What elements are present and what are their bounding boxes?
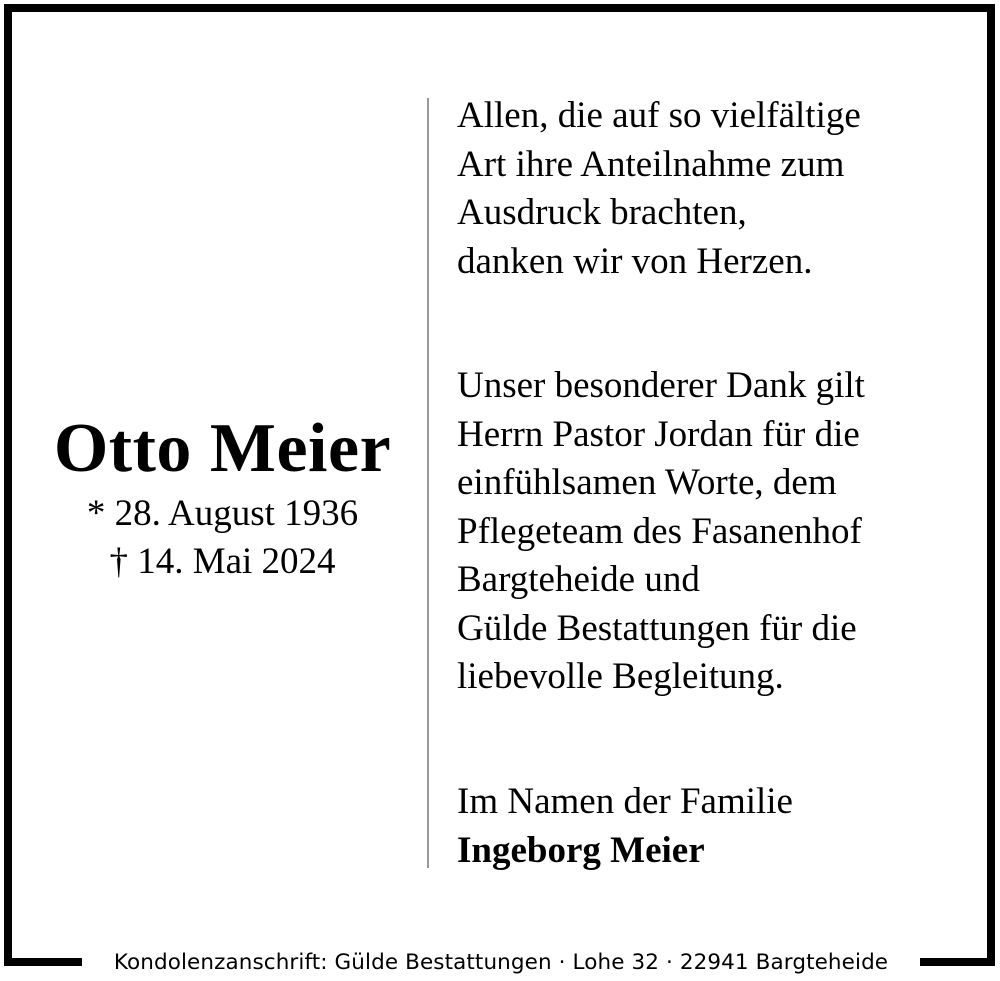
- thanks-paragraph-1: [457, 92, 977, 286]
- text-line: Pflegeteam des Fasanenhof: [457, 510, 862, 552]
- birth-date: * 28. August 1936: [86, 493, 359, 534]
- text-line: Bargteheide und: [457, 559, 700, 600]
- text-line: liebevolle Begleitung.: [457, 656, 784, 697]
- text-line: Ausdruck brachten,: [457, 192, 747, 233]
- death-date: † 14. Mai 2024: [109, 541, 336, 582]
- text-line: Unser besonderer Dank gilt: [457, 365, 865, 406]
- text-line: danken wir von Herzen.: [457, 240, 813, 282]
- signature-block: [457, 778, 977, 875]
- text-line: Herrn Pastor Jordan für die: [457, 413, 860, 455]
- signer-name: Ingeborg Meier: [457, 829, 705, 871]
- footer-rule-left: [4, 958, 82, 966]
- footer-rule-right: [920, 958, 995, 966]
- text-line: Gülde Bestattungen für die: [457, 607, 857, 649]
- text-line: Allen, die auf so vielfältige: [457, 95, 861, 136]
- thanks-paragraph-2: [457, 362, 977, 702]
- deceased-name: Otto Meier: [53, 410, 392, 487]
- signoff-text: Im Namen der Familie: [457, 781, 793, 822]
- deceased-block: [20, 408, 425, 586]
- text-line: Art ihre Anteilnahme zum: [457, 143, 845, 185]
- column-divider: [427, 98, 429, 868]
- condolence-address: Kondolenzanschrift: Gülde Bestattungen · Lohe 32 · 22941 Bargteheide: [82, 949, 920, 977]
- text-line: einfühlsamen Worte, dem: [457, 462, 837, 503]
